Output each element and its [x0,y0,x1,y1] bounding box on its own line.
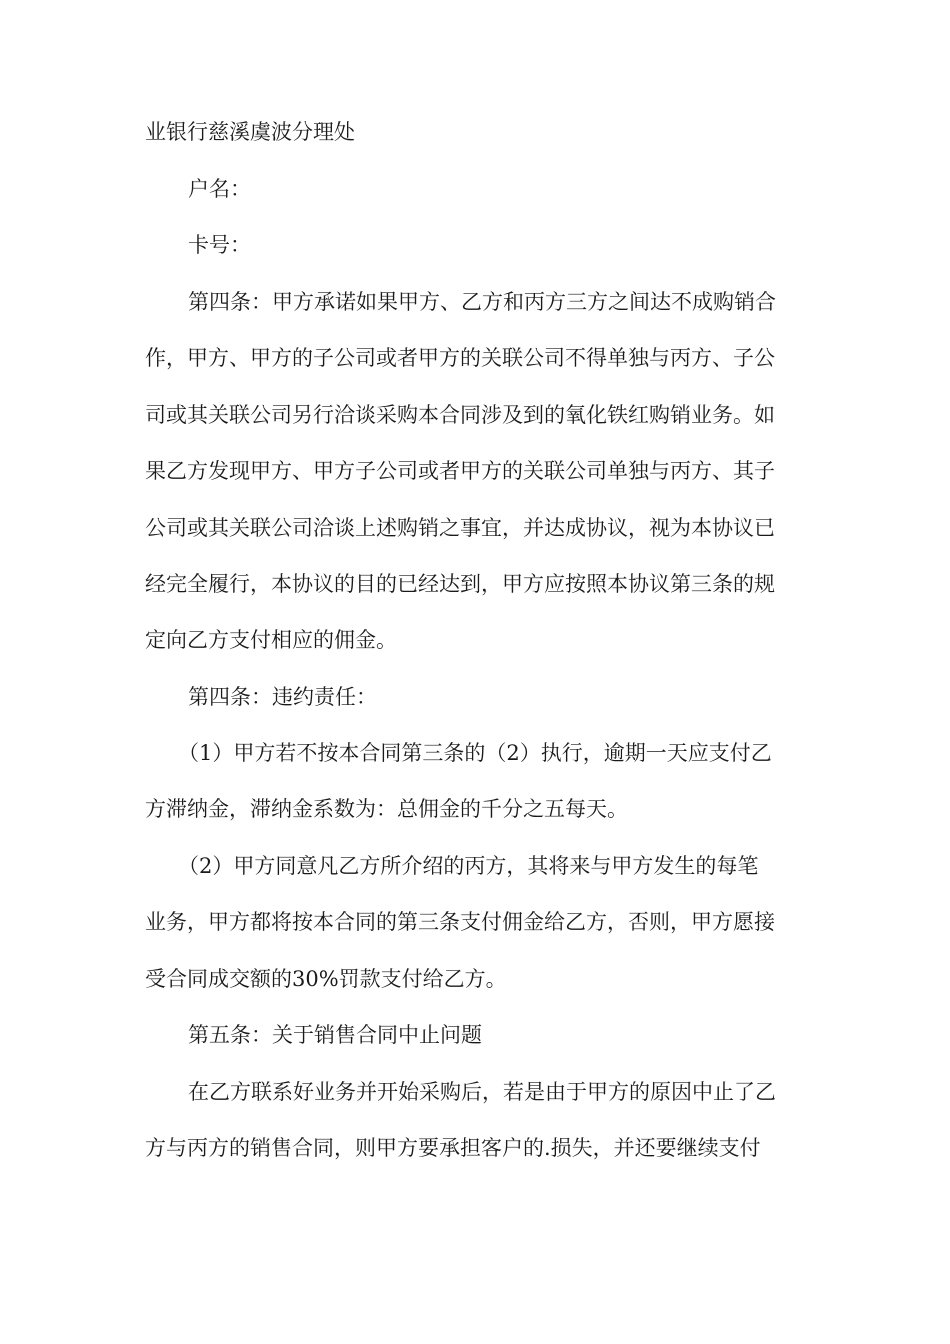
text-line: 定向乙方支付相应的佣金。 [145,628,397,652]
text-line: 方滞纳金，滞纳金系数为：总佣金的千分之五每天。 [145,797,628,821]
text-line-clause-2: （2）甲方同意凡乙方所介绍的丙方，其将来与甲方发生的每笔 [178,854,759,878]
text-line-article-4-heading: 第四条：甲方承诺如果甲方、乙方和丙方三方之间达不成购销合 [188,290,776,314]
text-line: 业务，甲方都将按本合同的第三条支付佣金给乙方，否则，甲方愿接 [145,910,775,934]
text-line: 在乙方联系好业务并开始采购后，若是由于甲方的原因中止了乙 [188,1080,776,1104]
text-line-account-name: 户名： [188,177,251,201]
text-line: 受合同成交额的30%罚款支付给乙方。 [145,967,507,991]
text-line: 作，甲方、甲方的子公司或者甲方的关联公司不得单独与丙方、子公 [145,346,775,370]
text-line: 公司或其关联公司洽谈上述购销之事宜，并达成协议，视为本协议已 [145,516,775,540]
text-line-card-number: 卡号： [188,233,251,257]
text-line-bank-branch: 业银行慈溪虞波分理处 [145,120,355,144]
text-line: 经完全履行，本协议的目的已经达到，甲方应按照本协议第三条的规 [145,572,775,596]
text-line-clause-1: （1）甲方若不按本合同第三条的（2）执行，逾期一天应支付乙 [178,741,772,765]
text-line: 司或其关联公司另行洽谈采购本合同涉及到的氧化铁红购销业务。如 [145,403,775,427]
text-line: 果乙方发现甲方、甲方子公司或者甲方的关联公司单独与丙方、其子 [145,459,775,483]
text-line-liability-heading: 第四条：违约责任： [188,685,377,709]
text-line-article-5-heading: 第五条：关于销售合同中止问题 [188,1023,482,1047]
text-line: 方与丙方的销售合同，则甲方要承担客户的.损失，并还要继续支付 [145,1136,761,1160]
